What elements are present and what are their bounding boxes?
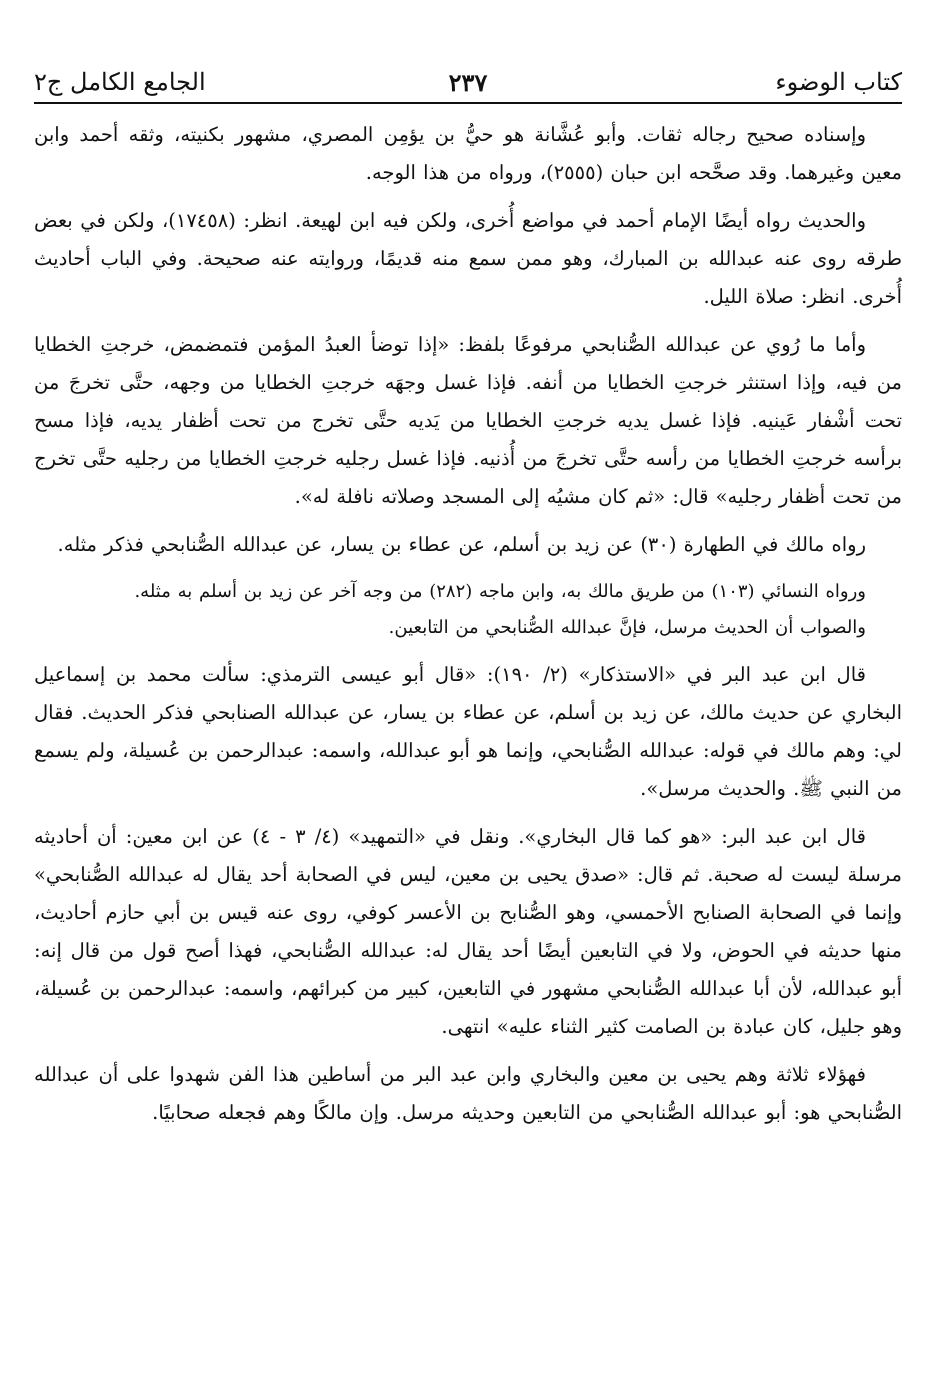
book-title: الجامع الكامل ج٢ bbox=[34, 68, 206, 96]
paragraph-mursal-verdict: والصواب أن الحديث مرسل، فإنَّ عبدالله الصُّنابحي من التابعين. bbox=[388, 617, 866, 638]
chapter-title: كتاب الوضوء bbox=[775, 68, 902, 96]
paragraph-sunabihi-hadith: وأما ما رُوي عن عبدالله الصُّنابحي مرفوعًا بلفظ: «إذا توضأ العبدُ المؤمن فتمضمض، خرجتِ الخطايا من فيه، وإذا استنثر خرجتِ الخطايا من أنفه. فإذا غسل وجهَه خرجتِ الخطايا من وجهه، حتَّى تخرجَ من تحت أشْفار عَينيه. فإذا غسل يديه خرجتِ الخطايا من يَديه حتَّى تخرج من تحت أظفار يديه، فإذا مسح برأسه خرجتِ الخطايا من رأسه حتَّى تخرجَ من أُذنيه. فإذا غسل رجليه خرجتِ الخطايا من رجليه حتَّى تخرج من تحت أظفار رجليه» قال: «ثم كان مشيُه إلى المسجد وصلاته نافلة له». bbox=[34, 333, 902, 508]
paragraph-tamhid-quote: قال ابن عبد البر: «هو كما قال البخاري». ونقل في «التمهيد» (٤/ ٣ - ٤) عن ابن معين: أن أحاديثه مرسلة ليست له صحبة. ثم قال: «صدق يحيى بن معين، ليس في الصحابة أحد يقال له عبدالله الصُّنابحي» وإنما في الصحابة الصنابح الأحمسي، وهو الصُّنابح بن الأعسر كوفي، روى عنه قيس بن أبي حازم أحاديث، منها حديثه في الحوض، ولا في التابعين أيضًا أحد يقال له: عبدالله الصُّنابحي، فهذا أصح قول من قال إنه: أبو عبدالله، لأن أبا عبدالله الصُّنابحي مشهور في التابعين، كبير من كبرائهم، واسمه: عبدالرحمن بن عُسيلة، وهو جليل، كان عبادة بن الصامت كثير الثناء عليه» انتهى. bbox=[34, 825, 902, 1038]
paragraph-malik-narration: رواه مالك في الطهارة (٣٠) عن زيد بن أسلم، عن عطاء بن يسار، عن عبدالله الصُّنابحي فذكر مثله. bbox=[57, 533, 866, 556]
page-body bbox=[34, 104, 902, 1132]
paragraph-isnad: وإسناده صحيح رجاله ثقات. وأبو عُشَّانة هو حيُّ بن يؤمِن المصري، مشهور بكنيته، وثقه أحمد وابن معين وغيرهما. وقد صحَّحه ابن حبان (٢٥٥٥)، ورواه من هذا الوجه. bbox=[34, 123, 902, 184]
paragraph-istidhkar-quote: قال ابن عبد البر في «الاستذكار» (٢/ ١٩٠): «قال أبو عيسى الترمذي: سألت محمد بن إسماعيل البخاري عن حديث مالك، عن زيد بن أسلم، عن عطاء بن يسار، عن عبدالله الصنابحي فذكر الحديث. فقال لي: وهم مالك في قوله: عبدالله الصُّنابحي، وإنما هو أبو عبدالله، واسمه: عبدالرحمن بن عُسيلة، ولم يسمع من النبي ﷺ. والحديث مرسل». bbox=[34, 663, 902, 800]
book-page bbox=[34, 62, 902, 1357]
paragraph-ahmad-narration: والحديث رواه أيضًا الإمام أحمد في مواضع أُخرى، ولكن فيه ابن لهيعة. انظر: (١٧٤٥٨)، ولكن في بعض طرقه روى عنه عبدالله بن المبارك، وهو ممن سمع منه قديمًا، وروايته عنه صحيحة. وفي الباب أحاديث أُخرى. انظر: صلاة الليل. bbox=[34, 209, 902, 308]
paragraph-nasai-narration: ورواه النسائي (١٠٣) من طريق مالك به، وابن ماجه (٢٨٢) من وجه آخر عن زيد بن أسلم به مثله. bbox=[134, 581, 866, 602]
page-header bbox=[34, 62, 902, 104]
page-number: ٢٣٧ bbox=[448, 68, 488, 97]
paragraph-conclusion: فهؤلاء ثلاثة وهم يحيى بن معين والبخاري وابن عبد البر من أساطين هذا الفن شهدوا على أن عبدالله الصُّنابحي هو: أبو عبدالله الصُّنابحي من التابعين وحديثه مرسل. وإن مالكًا وهم فجعله صحابيًا. bbox=[34, 1063, 902, 1124]
